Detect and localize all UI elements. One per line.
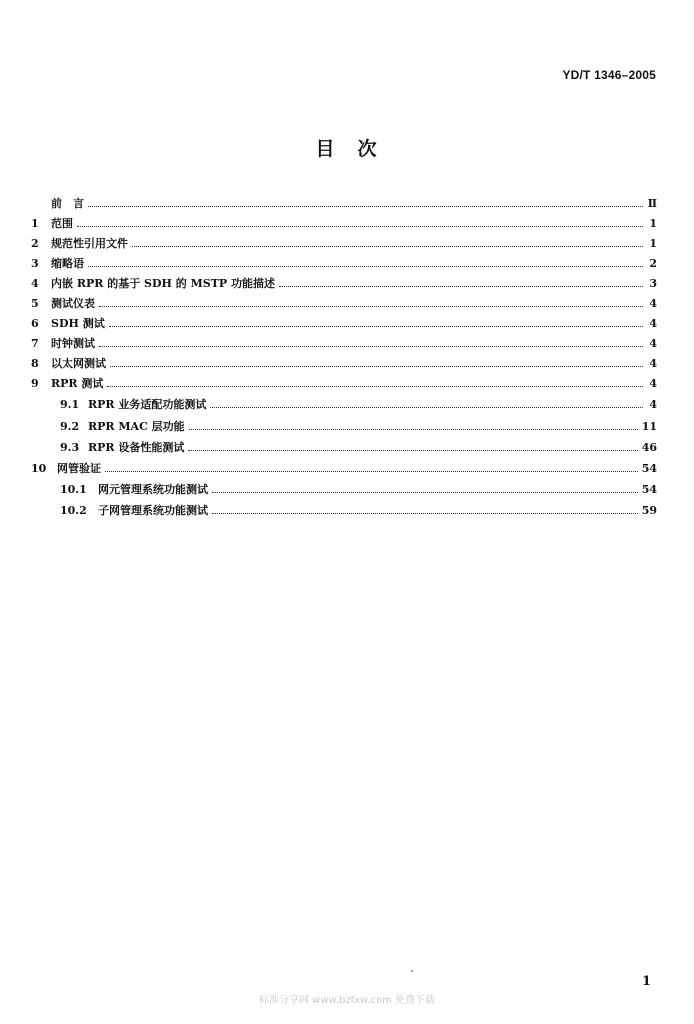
toc-leader-dots [99, 346, 643, 347]
toc-leader-dots [189, 429, 638, 430]
toc-entry-page: 4 [649, 398, 657, 411]
toc-leader-dots [88, 206, 643, 207]
toc-entry-9-3[interactable] [31, 437, 657, 459]
toc-leader-dots [132, 246, 643, 247]
toc-leader-dots [105, 471, 638, 472]
toc-entry-page: 59 [641, 504, 657, 517]
toc-entry-page: 46 [641, 441, 657, 454]
toc-leader-dots [107, 386, 643, 387]
toc-entry-number: 8 [31, 357, 39, 370]
toc-entry-number: 1 [31, 217, 39, 230]
toc-entry-title: RPR 业务适配功能测试 [88, 398, 207, 411]
toc-entry-page: 3 [649, 277, 657, 290]
toc-entry-7[interactable] [31, 334, 657, 354]
toc-entry-title: RPR 测试 [51, 377, 104, 390]
toc-entry-number: 7 [31, 337, 39, 350]
toc-entry-1[interactable] [31, 214, 657, 234]
watermark: 标准分享网 www.bzfxw.com 免费下载 [259, 995, 435, 1006]
toc-leader-dots [88, 266, 643, 267]
toc-entry-title: 前 言 [51, 197, 84, 210]
toc-entry-number: 9 [31, 377, 39, 390]
toc-entry-number: 10.2 [60, 504, 87, 517]
toc-entry-page: 2 [649, 257, 657, 270]
toc-entry-9-1[interactable] [31, 394, 657, 416]
toc-entry-9-2[interactable] [31, 416, 657, 438]
toc-leader-dots [279, 286, 643, 287]
toc-entry-title: 测试仪表 [51, 297, 95, 310]
toc-entry-4[interactable] [31, 274, 657, 294]
toc-entry-title: 范围 [51, 217, 73, 230]
toc-entry-title: 网元管理系统功能测试 [98, 482, 208, 496]
scan-speck [411, 970, 413, 972]
toc-entry-title: RPR 设备性能测试 [88, 441, 185, 454]
standard-code: YD/T 1346–2005 [562, 68, 656, 82]
toc-entry-number: 2 [31, 237, 39, 250]
toc-entry-title: 以太网测试 [51, 357, 106, 370]
toc-entry-6[interactable] [31, 314, 657, 334]
toc-entry-page: 4 [649, 297, 657, 310]
toc-entry-number: 10.1 [60, 482, 87, 496]
toc-entry-3[interactable] [31, 254, 657, 274]
table-of-contents [31, 194, 657, 522]
toc-entry-number: 9.2 [60, 419, 80, 433]
page-number: 1 [641, 974, 651, 989]
toc-leader-dots [212, 492, 638, 493]
toc-entry-page: 1 [649, 217, 657, 230]
toc-leader-dots [77, 226, 643, 227]
toc-entry-10-1[interactable] [31, 479, 657, 501]
toc-entry-number: 9.3 [60, 441, 80, 454]
toc-entry-number: 6 [31, 317, 39, 330]
toc-entry-10-2[interactable] [31, 500, 657, 522]
toc-entry-title: 规范性引用文件 [51, 237, 128, 250]
toc-entry-page: Ⅱ [647, 197, 657, 210]
toc-entry-foreword[interactable] [31, 194, 657, 214]
toc-entry-number: 10 [31, 461, 47, 475]
toc-entry-title: 子网管理系统功能测试 [98, 504, 208, 517]
toc-entry-page: 4 [649, 357, 657, 370]
toc-entry-page: 4 [649, 377, 657, 390]
toc-entry-title: RPR MAC 层功能 [88, 419, 185, 433]
toc-entry-number: 3 [31, 257, 39, 270]
toc-entry-title: 缩略语 [51, 257, 84, 270]
toc-leader-dots [99, 306, 643, 307]
toc-entry-5[interactable] [31, 294, 657, 314]
toc-entry-page: 4 [649, 337, 657, 350]
toc-entry-title: SDH 测试 [51, 317, 105, 330]
toc-entry-9[interactable] [31, 374, 657, 394]
toc-entry-number: 5 [31, 297, 39, 310]
toc-leader-dots [212, 513, 638, 514]
toc-entry-page: 54 [641, 482, 657, 496]
toc-entry-page: 1 [649, 237, 657, 250]
toc-leader-dots [188, 450, 637, 451]
toc-entry-title: 时钟测试 [51, 337, 95, 350]
toc-entry-page: 11 [641, 419, 657, 433]
toc-entry-title: 内嵌 RPR 的基于 SDH 的 MSTP 功能描述 [51, 277, 275, 290]
toc-entry-title: 网管验证 [57, 461, 101, 475]
toc-leader-dots [210, 407, 643, 408]
toc-entry-number: 4 [31, 277, 39, 290]
toc-entry-page: 4 [649, 317, 657, 330]
toc-entry-page: 54 [641, 461, 657, 475]
toc-entry-10[interactable] [31, 459, 657, 479]
toc-leader-dots [109, 326, 643, 327]
toc-entry-number: 9.1 [60, 398, 80, 411]
toc-entry-8[interactable] [31, 354, 657, 374]
toc-entry-2[interactable] [31, 234, 657, 254]
toc-leader-dots [110, 366, 643, 367]
toc-title: 目 次 [315, 138, 379, 160]
